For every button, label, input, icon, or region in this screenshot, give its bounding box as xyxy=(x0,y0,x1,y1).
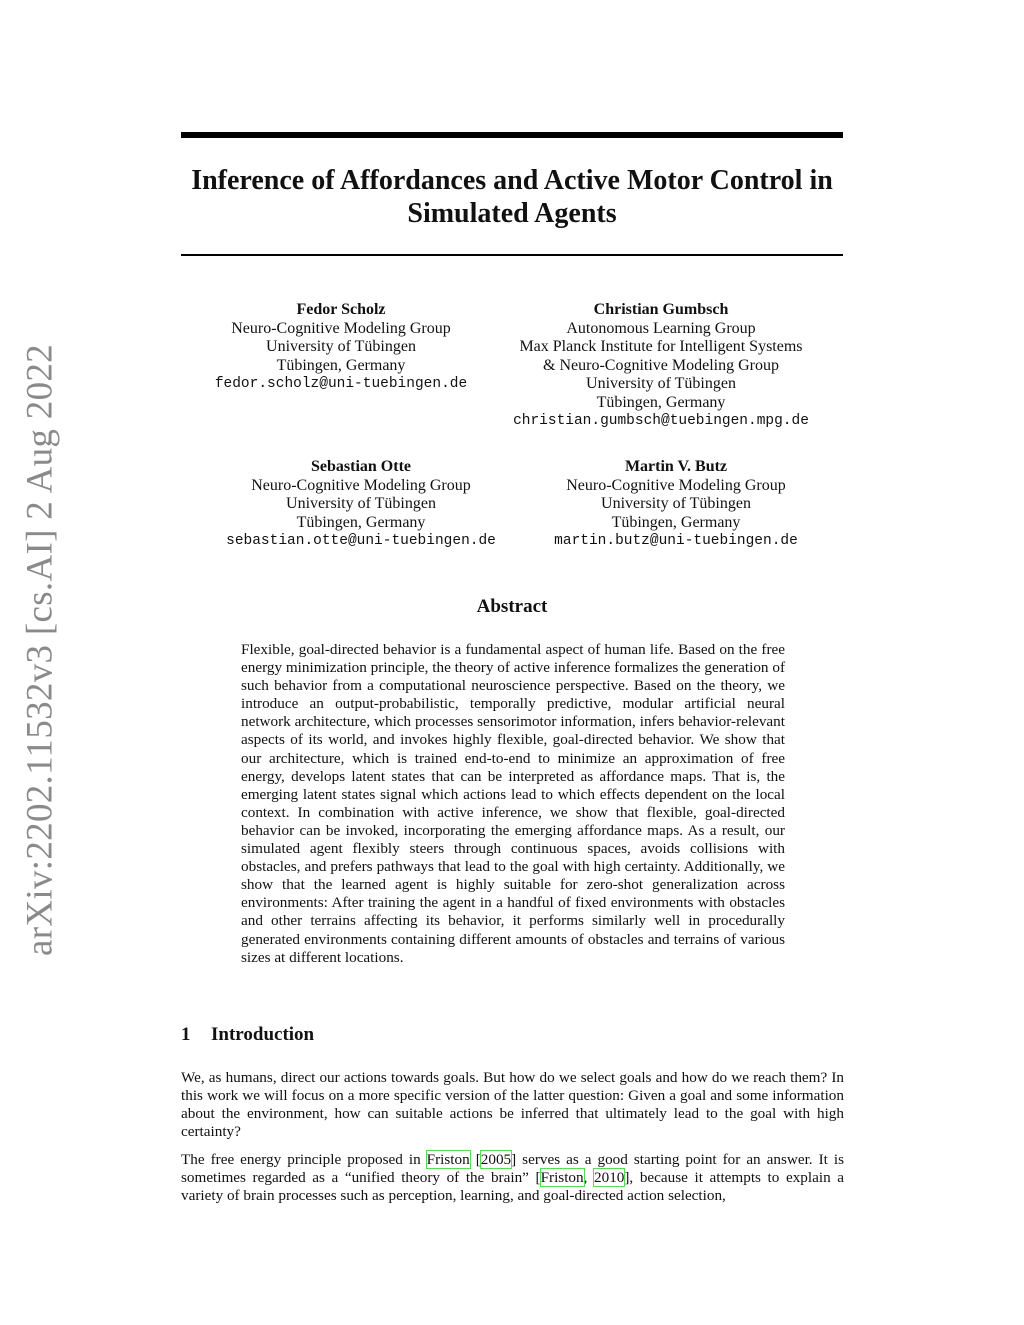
author-block xyxy=(536,458,816,551)
author-affiliation-line: Neuro-Cognitive Modeling Group xyxy=(231,319,451,337)
paragraph-text: ], because it attempts to explain a variety of brain processes such as perception, learning, and goal-directed action selection, xyxy=(181,1169,844,1205)
abstract-heading: Abstract xyxy=(476,596,548,617)
paragraph-text: The free energy principle proposed in xyxy=(181,1151,427,1168)
author-affiliation-line: Neuro-Cognitive Modeling Group xyxy=(251,476,471,494)
author-affiliation-line: & Neuro-Cognitive Modeling Group xyxy=(543,356,779,374)
paragraph-text: ] serves as a good starting point for an answer. It is sometimes regarded as a “unified theory of the brain” [ xyxy=(181,1151,844,1187)
section-number: 1 xyxy=(181,1024,191,1045)
paper-title: Inference of Affordances and Active Motor Control in Simulated Agents xyxy=(191,165,833,229)
author-email[interactable]: christian.gumbsch@tuebingen.mpg.de xyxy=(513,413,809,429)
author-block xyxy=(496,301,826,431)
arxiv-identifier-stamp: arXiv:2202.11532v3 [cs.AI] 2 Aug 2022 xyxy=(19,344,61,956)
author-affiliation-line: University of Tübingen xyxy=(586,375,736,392)
author-affiliation-line: University of Tübingen xyxy=(286,495,436,512)
author-name: Sebastian Otte xyxy=(311,458,411,475)
citation-link-friston-author[interactable]: Friston xyxy=(540,1169,584,1187)
author-block xyxy=(211,458,511,551)
author-affiliation-line: Tübingen, Germany xyxy=(596,393,726,411)
author-email[interactable]: sebastian.otte@uni-tuebingen.de xyxy=(226,533,496,549)
author-affiliation-line: Tübingen, Germany xyxy=(296,513,426,531)
author-affiliation-line: Autonomous Learning Group xyxy=(566,319,756,337)
section-title: Introduction xyxy=(211,1024,315,1045)
citation-link-friston-2010-year[interactable]: 2010 xyxy=(594,1169,625,1187)
author-affiliation-line: Max Planck Institute for Intelligent Systems xyxy=(519,338,803,355)
author-name: Fedor Scholz xyxy=(296,301,386,318)
paragraph-text: [ xyxy=(469,1151,481,1168)
intro-paragraph-1: We, as humans, direct our actions towards goals. But how do we select goals and how do we reach them? In this work we will focus on a more specific version of the latter question: Given a goal and some information about the environment, how can suitable actions be inferred that ultimately lead to the goal with high certainty? xyxy=(181,1069,844,1141)
author-name: Martin V. Butz xyxy=(624,458,728,475)
author-affiliation-line: University of Tübingen xyxy=(601,495,751,512)
title-bottom-rule xyxy=(181,254,843,256)
author-affiliation-line: University of Tübingen xyxy=(266,338,416,355)
intro-paragraph-2 xyxy=(181,1151,844,1205)
citation-link-friston-2005-year[interactable]: 2005 xyxy=(480,1151,512,1168)
author-name: Christian Gumbsch xyxy=(593,301,729,318)
title-top-rule xyxy=(181,132,843,138)
section-heading-introduction xyxy=(181,1024,314,1046)
author-block xyxy=(201,301,481,394)
author-affiliation-line: Neuro-Cognitive Modeling Group xyxy=(566,476,786,494)
author-affiliation-line: Tübingen, Germany xyxy=(276,356,406,374)
paragraph-text: , xyxy=(583,1169,594,1187)
citation-link-friston-author[interactable]: Friston xyxy=(426,1151,470,1168)
author-email[interactable]: fedor.scholz@uni-tuebingen.de xyxy=(214,376,468,392)
author-email[interactable]: martin.butz@uni-tuebingen.de xyxy=(554,533,798,549)
abstract-text: Flexible, goal-directed behavior is a fundamental aspect of human life. Based on the free energy minimization principle, the theory of active inference formalizes the generation of such behavior from a computational neuroscience perspective. Based on the theory, we introduce an output-probabilistic, temporally predictive, modular artificial neural network architecture, which processes sensorimotor information, infers behavior-relevant aspects of its world, and invokes highly flexible, goal-directed behavior. We show that our architecture, which is trained end-to-end to minimize an approximation of free energy, develops latent states that can be interpreted as affordance maps. That is, the emerging latent states signal which actions lead to which effects dependent on the local context. In combination with active inference, we show that flexible, goal-directed behavior can be invoked, incorporating the emerging affordance maps. As a result, our simulated agent flexibly steers through continuous spaces, avoids collisions with obstacles, and prefers pathways that lead to the goal with high certainty. Additionally, we show that the learned agent is highly suitable for zero-shot generalization across environments: After training the agent in a handful of fixed environments with obstacles and other terrains affecting its behavior, it performs similarly well in procedurally generated environments containing different amounts of obstacles and terrains of various sizes at different locations. xyxy=(241,641,785,966)
author-affiliation-line: Tübingen, Germany xyxy=(611,513,741,531)
